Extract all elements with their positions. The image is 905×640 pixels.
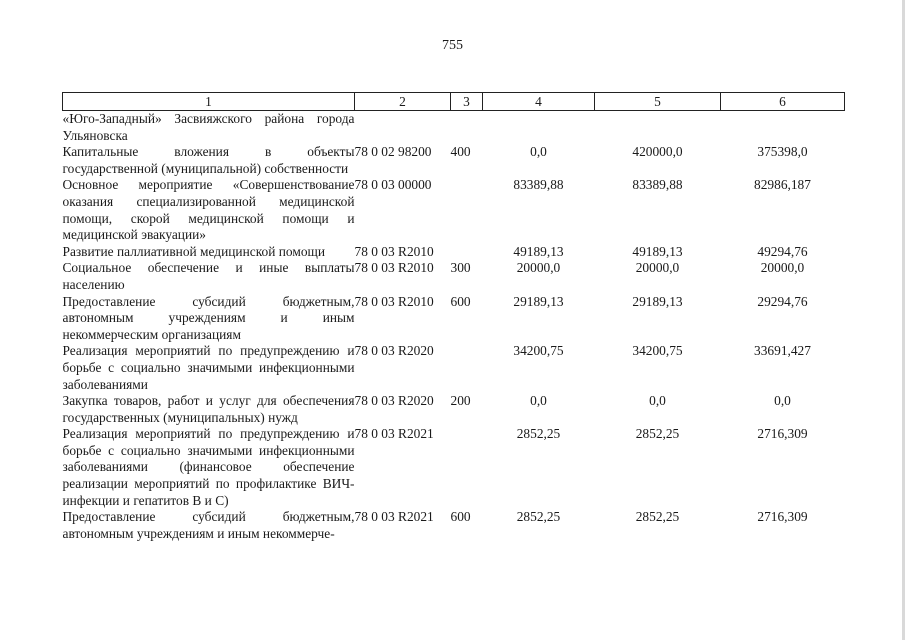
row-code-cell: 78 0 03 00000 [354,177,432,193]
row-value-cell: 2852,25 [635,509,680,525]
row-expense-type-cell: 400 [450,144,471,160]
row-expense-type-cell: 200 [450,393,471,409]
row-value-cell: 0,0 [649,393,666,409]
row-name-cell: Развитие паллиативной медицинской помощи [62,243,325,259]
row-value-cell: 49294,76 [757,243,808,259]
row-name-cell: Реализация мероприятий по предупреждению и борьбе с социально значимыми инфекционными заболеваниями (финансовое обеспечение реализации мероприятий по профилактике ВИЧ-инфекции и гепатитов В и С) [62,426,355,508]
row-code-cell: 78 0 03 R2010 [354,293,434,309]
row-value-cell [483,111,595,145]
column-header: 6 [721,93,845,111]
column-header: 3 [451,93,483,111]
table-header-row [63,93,845,111]
row-name-cell: Закупка товаров, работ и услуг для обеспечения государственных (муниципальных) нужд [62,393,355,425]
row-value-cell: 29189,13 [632,293,683,309]
row-expense-type-cell: 300 [450,260,471,276]
row-value-cell: 420000,0 [632,144,683,160]
row-expense-type-cell [451,343,483,393]
row-value-cell: 2852,25 [516,509,561,525]
column-header: 5 [595,93,721,111]
row-value-cell: 29294,76 [757,293,808,309]
table-row [63,426,845,509]
table-body [63,111,845,543]
page-number: 755 [442,38,463,53]
row-value-cell: 49189,13 [513,243,564,259]
row-value-cell: 0,0 [530,144,547,160]
row-expense-type-cell [451,177,483,243]
budget-table [62,92,845,542]
table-row [63,393,845,426]
row-name-cell: Реализация мероприятий по предупреждению и борьбе с социально значимыми инфекционными заболеваниями [62,343,355,392]
row-code-cell [355,111,451,145]
table-row [63,294,845,344]
table-row [63,343,845,393]
row-value-cell: 20000,0 [516,260,561,276]
table-row [63,509,845,542]
row-code-cell: 78 0 03 R2010 [354,260,434,276]
row-code-cell: 78 0 02 98200 [354,144,432,160]
row-expense-type-cell [451,244,483,261]
row-value-cell: 83389,88 [632,177,683,193]
row-value-cell: 82986,187 [754,177,811,193]
row-expense-type-cell [451,111,483,145]
row-name-cell: Предоставление субсидий бюджетным, автономным учреждениям и иным некоммерческим организациям [62,293,355,342]
row-value-cell: 0,0 [774,393,791,409]
row-name-cell: «Юго-Западный» Засвияжского района города Ульяновска [62,111,355,143]
row-value-cell: 0,0 [530,393,547,409]
row-name-cell: Основное мероприятие «Совершенствование оказания специализированной медицинской помощи, скорой медицинской помощи и медицинской эвакуации» [62,177,355,243]
row-value-cell: 2852,25 [516,426,561,442]
row-value-cell [595,111,721,145]
row-value-cell: 83389,88 [513,177,564,193]
table-row [63,111,845,145]
row-value-cell: 34200,75 [632,343,683,359]
row-name-cell: Социальное обеспечение и иные выплаты населению [62,260,355,292]
row-value-cell: 2716,309 [757,426,808,442]
row-name-cell: Капитальные вложения в объекты государственной (муниципальной) собственности [62,144,355,176]
row-value-cell: 20000,0 [635,260,680,276]
row-value-cell: 49189,13 [632,243,683,259]
row-value-cell [721,111,845,145]
row-value-cell: 375398,0 [757,144,808,160]
table-row [63,144,845,177]
column-header: 1 [63,93,355,111]
row-code-cell: 78 0 03 R2020 [354,343,434,359]
row-name-cell: Предоставление субсидий бюджетным, автономным учреждениям и иным некоммерче- [62,509,355,541]
row-code-cell: 78 0 03 R2020 [354,393,434,409]
row-value-cell: 29189,13 [513,293,564,309]
row-value-cell: 2852,25 [635,426,680,442]
row-code-cell: 78 0 03 R2010 [354,243,434,259]
row-value-cell: 33691,427 [754,343,811,359]
row-expense-type-cell [451,426,483,509]
column-header: 4 [483,93,595,111]
table-row [63,244,845,261]
table-row [63,177,845,243]
row-expense-type-cell: 600 [450,293,471,309]
row-value-cell: 34200,75 [513,343,564,359]
row-value-cell: 2716,309 [757,509,808,525]
row-value-cell: 20000,0 [760,260,805,276]
column-header: 2 [355,93,451,111]
row-expense-type-cell: 600 [450,509,471,525]
row-code-cell: 78 0 03 R2021 [354,426,434,442]
table-row [63,260,845,293]
row-code-cell: 78 0 03 R2021 [354,509,434,525]
